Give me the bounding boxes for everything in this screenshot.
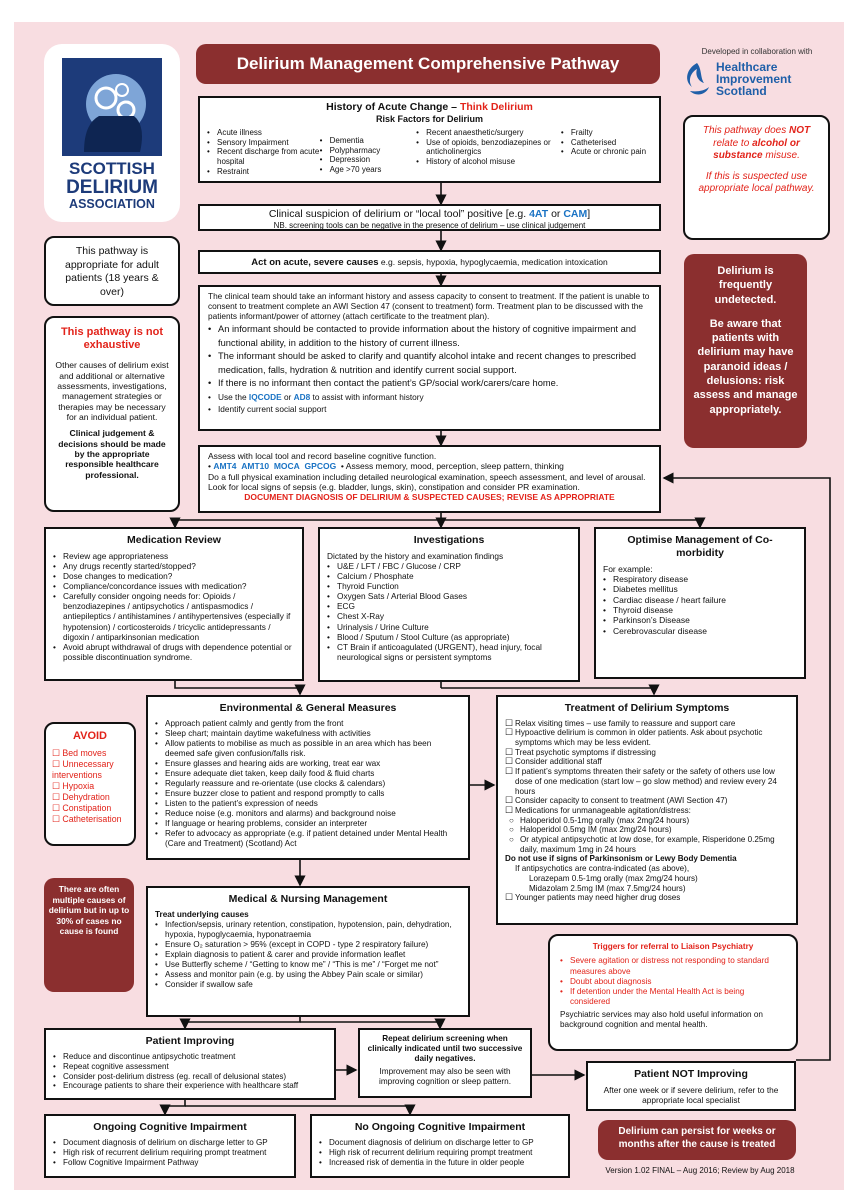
treatment-med: ○ Or atypical antipsychotic at low dose, for example, Risperidone 0.25mg daily, maximum 1mg in 24 hours <box>509 835 789 854</box>
comorbidity-intro: For example: <box>603 563 653 574</box>
nursing-item: • Assess and monitor pain (e.g. by using the Abbey Pain scale or similar) <box>155 970 461 980</box>
nursing-item: • Use Butterfly scheme / “Getting to know me” / “This is me” / “Forget me not” <box>155 960 461 970</box>
logo-line-2: DELIRIUM <box>66 176 158 198</box>
logo-line-3: ASSOCIATION <box>69 196 155 211</box>
his-logo-icon <box>682 61 712 97</box>
screening-note: NB. screening tools can be negative in the presence of delirium – use clinical judgement <box>273 220 586 230</box>
treatment-item: ☐ Treat psychotic symptoms if distressing <box>505 748 789 758</box>
tool-ad8: AD8 <box>293 391 311 402</box>
risk-factor: • Age >70 years <box>320 165 417 175</box>
risk-factor: • Sensory Impairment <box>207 138 320 148</box>
risk-factor: • Frailty <box>561 128 652 138</box>
environmental-title: Environmental & General Measures <box>219 702 397 714</box>
acute-bold: Act on acute, severe causes <box>251 257 379 268</box>
nursing-item: • Infection/sepsis, urinary retention, constipation, hypotension, pain, dehydration, hypoxia, hypoglycaemia, hyponatraemia <box>155 920 461 940</box>
nursing-subtitle: Treat underlying causes <box>155 909 249 919</box>
not-exhaustive-title: This pathway is not exhaustive <box>60 326 164 352</box>
medication-item: • Any drugs recently started/stopped? <box>53 561 295 571</box>
avoid-item-label: Unnecessary interventions <box>52 758 114 780</box>
risk-factor: • History of alcohol misuse <box>416 157 561 167</box>
comorbidity-box <box>594 527 806 679</box>
investigation-item: • Chest X-Ray <box>327 611 571 621</box>
treatment-item: ☐ Relax visiting times – use family to reassure and support care <box>505 719 789 729</box>
avoid-title: AVOID <box>72 730 108 742</box>
suspicion-close: ] <box>587 208 591 220</box>
think-delirium: Think Delirium <box>459 101 533 113</box>
tool-amt10: AMT10 <box>241 461 270 472</box>
investigation-item: • Blood / Sputum / Stool Culture (as appropriate) <box>327 632 571 642</box>
treatment-alt-2: Midazolam 2.5mg IM (max 7.5mg/24 hours) <box>529 883 686 893</box>
triggers-title: Triggers for referral to Liaison Psychiatry <box>592 942 754 951</box>
tool-moca: MOCA <box>273 461 300 472</box>
assess-tools-line: • AMT4 AMT10 MOCA GPCOG • Assess memory, mood, perception, sleep pattern, thinking <box>208 461 564 472</box>
undetected-p2: Be aware that patients with delirium may have paranoid ideas / delusions: risk assess and manage appropriately. <box>693 317 798 416</box>
risk-factor: • Polypharmacy <box>320 146 417 156</box>
comorbidity-title: Optimise Management of Co-morbidity <box>627 534 773 559</box>
assess-line3: Do a full physical examination including detailed neurological examination, speech assessment, and level of arousal. Look for local signs of sepsis (e.g. bladder, lungs, skin), constipation and consider PR examination. <box>208 471 646 493</box>
version-label: Version 1.02 FINAL – Aug 2016; Review by Aug 2018 <box>605 1166 795 1175</box>
page-title: Delirium Management Comprehensive Pathway <box>196 44 660 84</box>
avoid-item-label: Constipation <box>62 802 112 813</box>
environmental-box <box>146 695 470 860</box>
no-ongoing-impairment-box <box>310 1114 570 1178</box>
risk-factor: • Depression <box>320 155 417 165</box>
alcohol-text-4: If this is suspected use appropriate local pathway. <box>698 170 815 194</box>
treatment-item: ☐ Consider additional staff <box>505 757 789 767</box>
avoid-item: ☐ Bed moves <box>52 747 107 758</box>
improving-title: Patient Improving <box>145 1035 235 1047</box>
tool-cam: CAM <box>563 208 588 220</box>
avoid-item: ☐ Dehydration <box>52 791 110 802</box>
risk-factor: • Dementia <box>320 136 417 146</box>
risk-factor: • Recent anaesthetic/surgery <box>416 128 561 138</box>
assess-box <box>198 445 661 513</box>
assess-tools-rest: Assess memory, mood, perception, sleep pattern, thinking <box>345 461 564 472</box>
adult-note: This pathway is appropriate for adult patients (18 years & over) <box>44 236 180 306</box>
collaboration-note <box>682 47 832 97</box>
treatment-item: ☐ Medications for unmanageable agitation/distress: <box>505 806 789 816</box>
treatment-title: Treatment of Delirium Symptoms <box>564 702 730 714</box>
avoid-item-label: Hypoxia <box>62 780 95 791</box>
informant-intro: The clinical team should take an informant history and assess capacity to consent to treatment. If the patient is unable to consent to treatment complete an AWI Section 47 (consent to treatment) form. Treatment plan to be discussed with the patients informant/power of attorney (attach certificate to the treatment plan). <box>208 291 650 322</box>
environmental-item: • Ensure buzzer close to patient and respond promptly to calls <box>155 789 461 799</box>
not-improving-body: After one week or if severe delirium, refer to the appropriate local specialist <box>603 1084 779 1105</box>
improving-item: • Consider post-delirium distress (eg. recall of delusional states) <box>53 1072 327 1082</box>
risk-factor: • Acute or chronic pain <box>561 147 652 157</box>
avoid-item-label: Bed moves <box>62 747 107 758</box>
investigations-box <box>318 527 580 682</box>
environmental-item: • If language or hearing problems, consider an interpreter <box>155 819 461 829</box>
sda-logo <box>44 44 180 222</box>
not-exhaustive-note <box>44 316 180 512</box>
avoid-item: ☐ Hypoxia <box>52 780 95 791</box>
undetected-note <box>684 254 807 448</box>
repeat-bold: Repeat delirium screening when clinically indicated until two successive daily negatives. <box>367 1034 523 1063</box>
treatment-warning: Do not use if signs of Parkinsonism or Lewy Body Dementia <box>505 854 737 864</box>
informant-or: or <box>281 391 294 402</box>
comorbidity-item: • Diabetes mellitus <box>603 584 797 594</box>
repeat-screening-box <box>358 1028 532 1098</box>
tool-gpcog: GPCOG <box>304 461 337 472</box>
treatment-item: ☐ Consider capacity to consent to treatment (AWI Section 47) <box>505 796 789 806</box>
informant-item <box>208 391 651 403</box>
assess-line1: Assess with local tool and record baseline cognitive function. <box>208 451 437 461</box>
trigger-item: • Severe agitation or distress not responding to standard measures above <box>560 956 769 976</box>
investigation-item: • Thyroid Function <box>327 581 571 591</box>
tool-4at: 4AT <box>529 208 549 220</box>
alcohol-text-not: NOT <box>789 125 811 136</box>
treatment-contraindicated: If antipsychotics are contra-indicated (as above), <box>515 864 690 874</box>
comorbidity-item: • Parkinson’s Disease <box>603 615 797 625</box>
environmental-item: • Approach patient calmly and gently from the front <box>155 719 461 729</box>
logo-line-1: SCOTTISH <box>69 159 155 178</box>
avoid-item: ☐ Constipation <box>52 802 112 813</box>
assess-document: DOCUMENT DIAGNOSIS OF DELIRIUM & SUSPECTED CAUSES; REVISE AS APPROPRIATE <box>244 492 615 503</box>
ongoing-item: • Document diagnosis of delirium on discharge letter to GP <box>53 1138 287 1148</box>
medication-title: Medication Review <box>127 534 221 546</box>
comorbidity-item: • Cerebrovascular disease <box>603 626 797 636</box>
no-ongoing-item: • Increased risk of dementia in the future in older people <box>319 1158 561 1168</box>
environmental-item: • Sleep chart; maintain daytime wakefulness with activities <box>155 729 461 739</box>
avoid-item: ☐ Catheterisation <box>52 813 122 824</box>
environmental-item: • Refer to advocacy as appropriate (e.g. if patient detained under Mental Health (Care and Treatment) (Scotland) Act <box>155 829 461 849</box>
persist-note: Delirium can persist for weeks or months after the cause is treated <box>598 1120 796 1160</box>
trigger-item-text: Severe agitation or distress not responding to standard measures above <box>570 956 769 976</box>
triggers-note: Psychiatric services may also hold useful information on background cognition and mental health. <box>560 1009 763 1029</box>
informant-item: • Identify current social support <box>208 403 651 415</box>
nursing-item: • Consider if swallow safe <box>155 980 461 990</box>
suspicion-or: or <box>548 208 564 220</box>
risk-factor: • Acute illness <box>207 128 320 138</box>
environmental-item: • Reduce noise (e.g. monitors and alarms) and background noise <box>155 809 461 819</box>
suspicion-text: Clinical suspicion of delirium or “local tool” positive [e.g. <box>268 208 530 220</box>
alcohol-text-substance: alcohol or substance <box>713 137 800 161</box>
improving-item: • Encourage patients to share their experience with healthcare staff <box>53 1081 327 1091</box>
avoid-item-label: Dehydration <box>62 791 110 802</box>
liaison-triggers-box <box>548 934 798 1051</box>
nursing-item: • Explain diagnosis to patient & carer and provide information leaflet <box>155 950 461 960</box>
comorbidity-item: • Cardiac disease / heart failure <box>603 595 797 605</box>
informant-box <box>198 285 661 431</box>
medication-item: • Dose changes to medication? <box>53 571 295 581</box>
medication-item: • Carefully consider ongoing needs for: Opioids / benzodiazepines / antipsychotics / antispasmodics / antiepileptics / antihistamines / antihypertensives (especially if hypotension) / corticosteroids / tricyclic antidepressants / digoxin / antiparkinsonian medication <box>53 591 295 642</box>
risk-factor: • Catheterised <box>561 138 652 148</box>
improving-item: • Reduce and discontinue antipsychotic treatment <box>53 1052 327 1062</box>
avoid-item: ☐ Unnecessary interventions <box>52 758 114 780</box>
nursing-item: • Ensure O₂ saturation > 95% (except in COPD - type 2 respiratory failure) <box>155 940 461 950</box>
medication-review-box <box>44 527 304 681</box>
ongoing-title: Ongoing Cognitive Impairment <box>93 1121 247 1133</box>
investigations-intro: Dictated by the history and examination findings <box>327 550 504 561</box>
alcohol-note <box>683 115 830 240</box>
ongoing-item: • Follow Cognitive Impairment Pathway <box>53 1158 287 1168</box>
collab-label: Developed in collaboration with <box>701 47 813 56</box>
ongoing-impairment-box <box>44 1114 296 1178</box>
ongoing-item: • High risk of recurrent delirium requiring prompt treatment <box>53 1148 287 1158</box>
trigger-item: • If detention under the Mental Health Act is being considered <box>560 987 745 1007</box>
treatment-item: ☐ Hypoactive delirium is common in older patients. Ask about psychotic symptoms which may be less evident. <box>505 728 789 747</box>
alcohol-text-1: This pathway does <box>702 125 790 136</box>
repeat-rest: Improvement may also be seen with improving cognition or sleep pattern. <box>379 1067 511 1086</box>
risk-factor: • Use of opioids, benzodiazepines or anticholinergics <box>416 138 561 158</box>
suspicion-box <box>198 204 661 231</box>
environmental-item: • Regularly reassure and re-orientate (use clocks & calendars) <box>155 779 461 789</box>
not-improving-title: Patient NOT Improving <box>634 1068 748 1080</box>
comorbidity-item: • Respiratory disease <box>603 574 797 584</box>
treatment-item: ☐ If patient’s symptoms threaten their safety or the safety of others use low dose of one medication (start low – go slow method) and review every 24 hours <box>505 767 789 796</box>
trigger-item-text: Doubt about diagnosis <box>570 976 652 986</box>
acute-causes-box <box>198 250 661 274</box>
treatment-box <box>496 695 798 925</box>
nursing-title: Medical & Nursing Management <box>228 893 388 905</box>
investigations-title: Investigations <box>413 534 485 546</box>
risk-factor: • Restraint <box>207 167 320 177</box>
informant-item: • If there is no informant then contact the patient’s GP/social work/carers/care home. <box>208 377 651 390</box>
history-box <box>198 96 661 183</box>
comorbidity-item: • Thyroid disease <box>603 605 797 615</box>
alcohol-text-2: relate to <box>713 137 753 149</box>
not-exhaustive-body: Other causes of delirium exist and additional or alternative assessments, investigations, management strategies or therapies may be necessary for an individual patient. <box>55 360 169 422</box>
investigation-item: • ECG <box>327 601 571 611</box>
medication-item: • Avoid abrupt withdrawal of drugs with dependence potential or possible discontinuation syndrome. <box>53 642 295 662</box>
multiple-causes-note: There are often multiple causes of delirium but in up to 30% of cases no cause is found <box>44 878 134 992</box>
collab-org-2: Improvement <box>716 72 792 86</box>
collab-org-1: Healthcare <box>716 60 778 74</box>
avoid-box <box>44 722 136 846</box>
not-exhaustive-bold: Clinical judgement & decisions should be made by the appropriate responsible healthcare professional. <box>58 428 166 480</box>
risk-factors-title: Risk Factors for Delirium <box>375 113 484 124</box>
investigation-item: • Oxygen Sats / Arterial Blood Gases <box>327 591 571 601</box>
history-title: History of Acute Change – <box>326 101 460 113</box>
no-ongoing-item: • Document diagnosis of delirium on discharge letter to GP <box>319 1138 561 1148</box>
tool-iqcode: IQCODE <box>248 391 282 402</box>
medication-item: • Compliance/concordance issues with medication? <box>53 581 295 591</box>
informant-item: • The informant should be asked to clarify and quantify alcohol intake and recent changes to prescribed medication, falls, hydration & nutrition and identify current social support. <box>208 350 651 377</box>
alcohol-text-3: misuse. <box>762 150 800 161</box>
undetected-p1: Delirium is frequently undetected. <box>714 265 777 306</box>
no-ongoing-item: • High risk of recurrent delirium requiring prompt treatment <box>319 1148 561 1158</box>
environmental-item: • Ensure adequate diet taken, keep daily food & fluid charts <box>155 769 461 779</box>
treatment-med: ○ Haloperidol 0.5mg IM (max 2mg/24 hours) <box>509 825 789 835</box>
acute-rest: e.g. sepsis, hypoxia, hypoglycaemia, medication intoxication <box>378 257 608 267</box>
environmental-item: • Allow patients to mobilise as much as possible in an area which has been deemed safe given confusion/falls risk. <box>155 739 461 759</box>
environmental-item: • Listen to the patient’s expression of needs <box>155 799 461 809</box>
informant-item: • An informant should be contacted to provide information about the history of cognitive impairment and functional ability, in addition to the history of current illness. <box>208 323 651 350</box>
risk-col-4 <box>561 128 652 177</box>
tool-amt4: AMT4 <box>213 461 237 472</box>
trigger-item: • Doubt about diagnosis <box>560 976 652 986</box>
no-ongoing-title: No Ongoing Cognitive Impairment <box>354 1121 526 1133</box>
trigger-item-text: If detention under the Mental Health Act is being considered <box>570 987 745 1007</box>
avoid-item-label: Catheterisation <box>62 813 122 824</box>
patient-not-improving-box <box>586 1061 796 1111</box>
informant-tool-text: Use the <box>218 391 249 402</box>
treatment-med: ○ Haloperidol 0.5-1mg orally (max 2mg/24 hours) <box>509 816 789 826</box>
patient-improving-box <box>44 1028 336 1100</box>
risk-col-3 <box>416 128 561 177</box>
medication-item: • Review age appropriateness <box>53 551 295 561</box>
nursing-box <box>146 886 470 1017</box>
risk-col-2 <box>320 128 417 177</box>
treatment-item: ☐ Younger patients may need higher drug doses <box>505 893 789 903</box>
investigation-item: • CT Brain if anticoagulated (URGENT), head injury, focal neurological signs or persistent symptoms <box>327 642 571 662</box>
treatment-alt-1: Lorazepam 0.5-1mg orally (max 2mg/24 hours) <box>529 873 698 883</box>
investigation-item: • U&E / LFT / FBC / Glucose / CRP <box>327 561 571 571</box>
environmental-item: • Ensure glasses and hearing aids are working, treat ear wax <box>155 759 461 769</box>
improving-item: • Repeat cognitive assessment <box>53 1062 327 1072</box>
risk-factor: • Recent discharge from acute hospital <box>207 147 320 167</box>
investigation-item: • Urinalysis / Urine Culture <box>327 622 571 632</box>
risk-col-1 <box>207 128 320 177</box>
investigation-item: • Calcium / Phosphate <box>327 571 571 581</box>
informant-tool-rest: to assist with informant history <box>310 391 424 402</box>
collab-org-3: Scotland <box>716 84 767 98</box>
